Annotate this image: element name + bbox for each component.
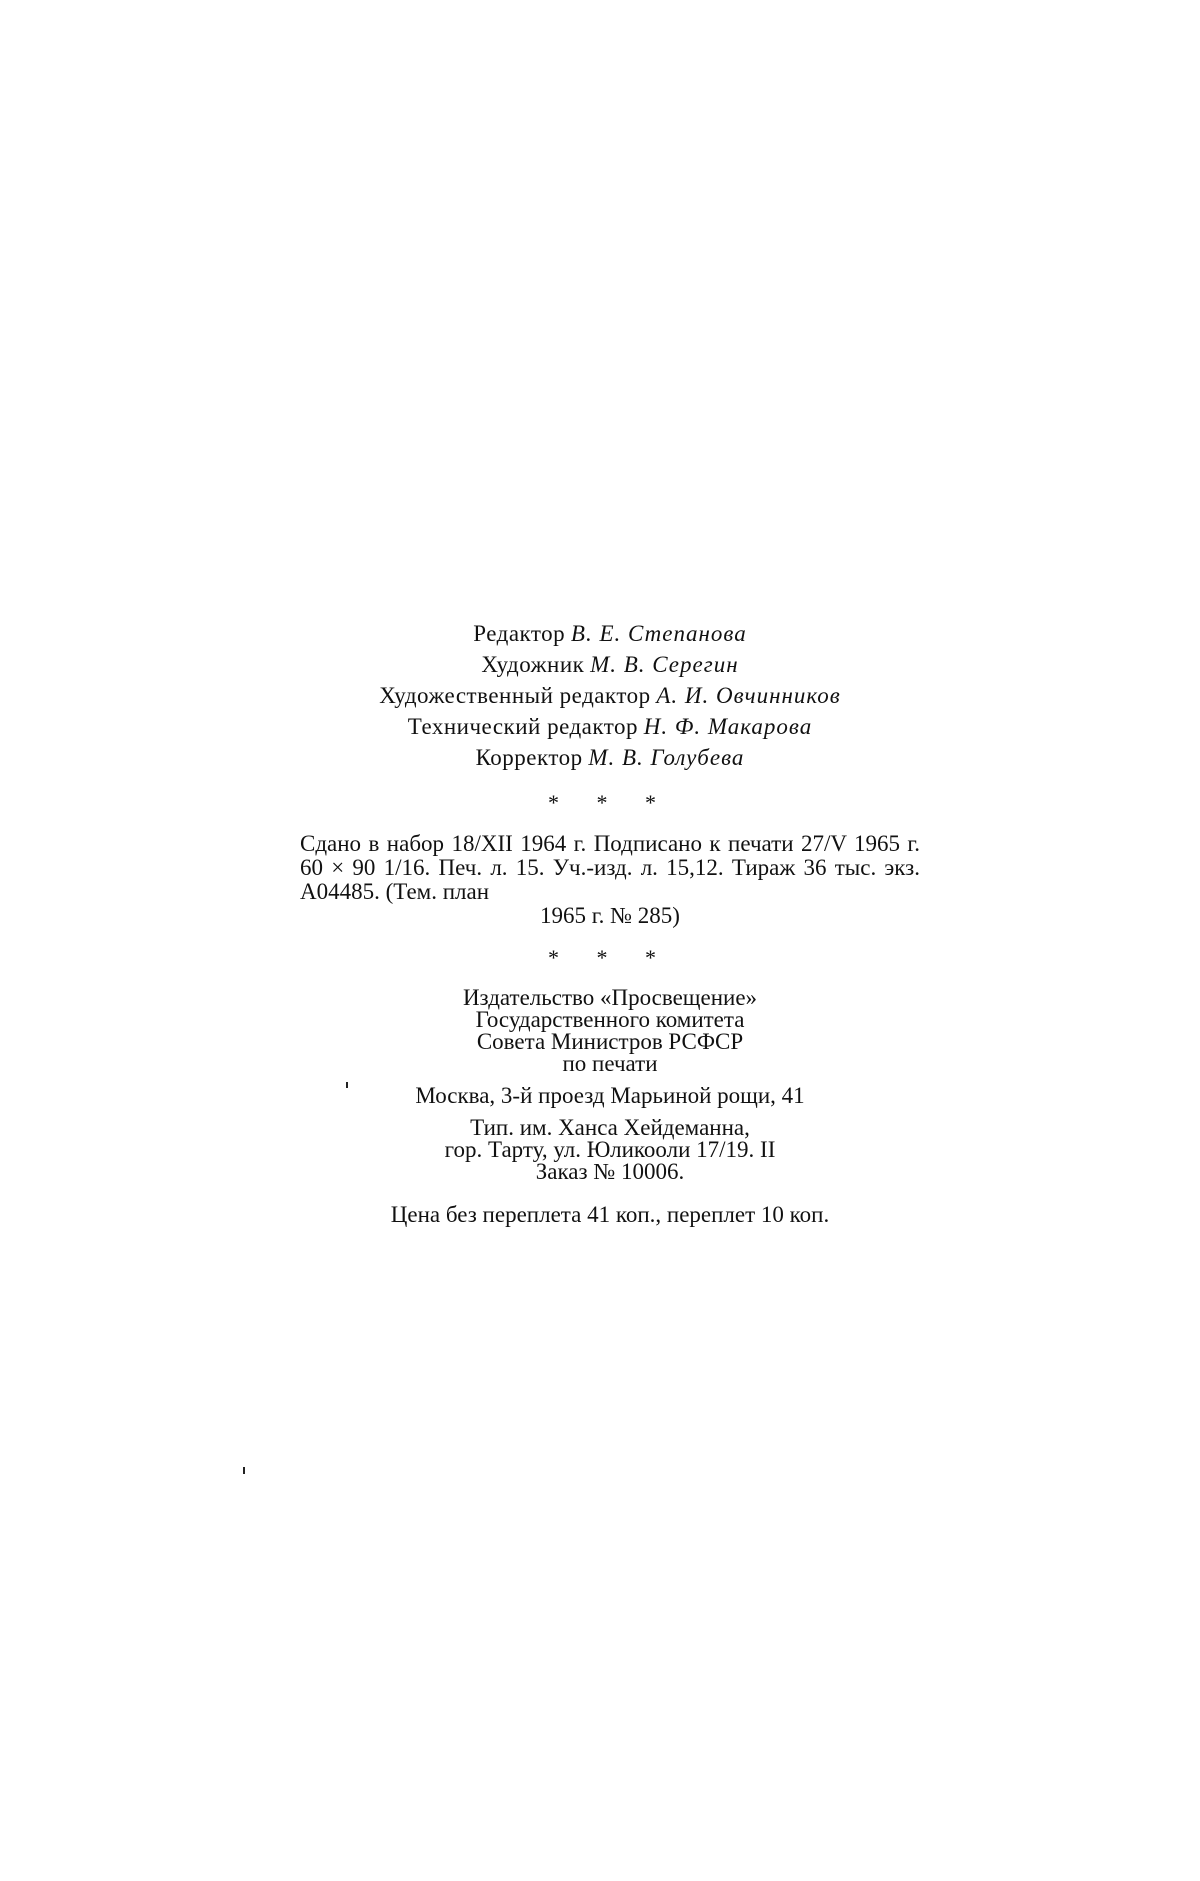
credit-editor bbox=[300, 618, 920, 649]
publisher-block bbox=[300, 987, 920, 1107]
printer-address: гор. Тарту, ул. Юликооли 17/19. II bbox=[444, 1137, 776, 1162]
publisher-committee: Государственного комитета bbox=[475, 1007, 745, 1032]
credit-name: В. Е. Степанова bbox=[570, 621, 747, 646]
printer-block bbox=[300, 1117, 920, 1183]
credit-role: Корректор bbox=[475, 745, 583, 770]
credit-role: Художественный редактор bbox=[379, 683, 651, 708]
credit-art-editor bbox=[300, 680, 920, 711]
section-separator: * * * bbox=[548, 945, 672, 970]
printer-order: Заказ № 10006. bbox=[535, 1159, 685, 1184]
publisher-address: Москва, 3-й проезд Марьиной рощи, 41 bbox=[415, 1083, 805, 1108]
credit-proofreader bbox=[300, 742, 920, 773]
price-line: Цена без переплета 41 коп., переплет 10 коп. bbox=[390, 1202, 830, 1227]
publisher-name: Издательство «Просвещение» bbox=[462, 985, 758, 1010]
credit-name: М. В. Серегин bbox=[590, 652, 739, 677]
publisher-council: Совета Министров РСФСР bbox=[476, 1029, 744, 1054]
section-separator: * * * bbox=[548, 790, 672, 815]
credit-name: М. В. Голубева bbox=[588, 745, 745, 770]
credit-artist bbox=[300, 649, 920, 680]
print-details-text: Сдано в набор 18/XII 1964 г. Подписано к печати 27/V 1965 г. 60 × 90 1/16. Печ. л. 15. Уч.-изд. л. 15,12. Тираж 36 тыс. экз. А04485. (Тем. план bbox=[300, 831, 920, 904]
print-details-last-line: 1965 г. № 285) bbox=[540, 903, 680, 928]
publisher-scope: по печати bbox=[562, 1051, 658, 1076]
credit-name: А. И. Овчинников bbox=[656, 683, 841, 708]
credit-role: Редактор bbox=[473, 621, 566, 646]
printer-name: Тип. им. Ханса Хейдеманна, bbox=[470, 1115, 750, 1140]
credit-name: Н. Ф. Макарова bbox=[643, 714, 813, 739]
credits-block bbox=[300, 618, 920, 773]
print-details-block bbox=[300, 832, 920, 928]
credit-role: Технический редактор bbox=[407, 714, 639, 739]
credit-tech-editor bbox=[300, 711, 920, 742]
credit-role: Художник bbox=[481, 652, 585, 677]
colophon bbox=[300, 618, 920, 1253]
scan-speck bbox=[346, 1082, 348, 1088]
scan-speck bbox=[243, 1467, 245, 1474]
